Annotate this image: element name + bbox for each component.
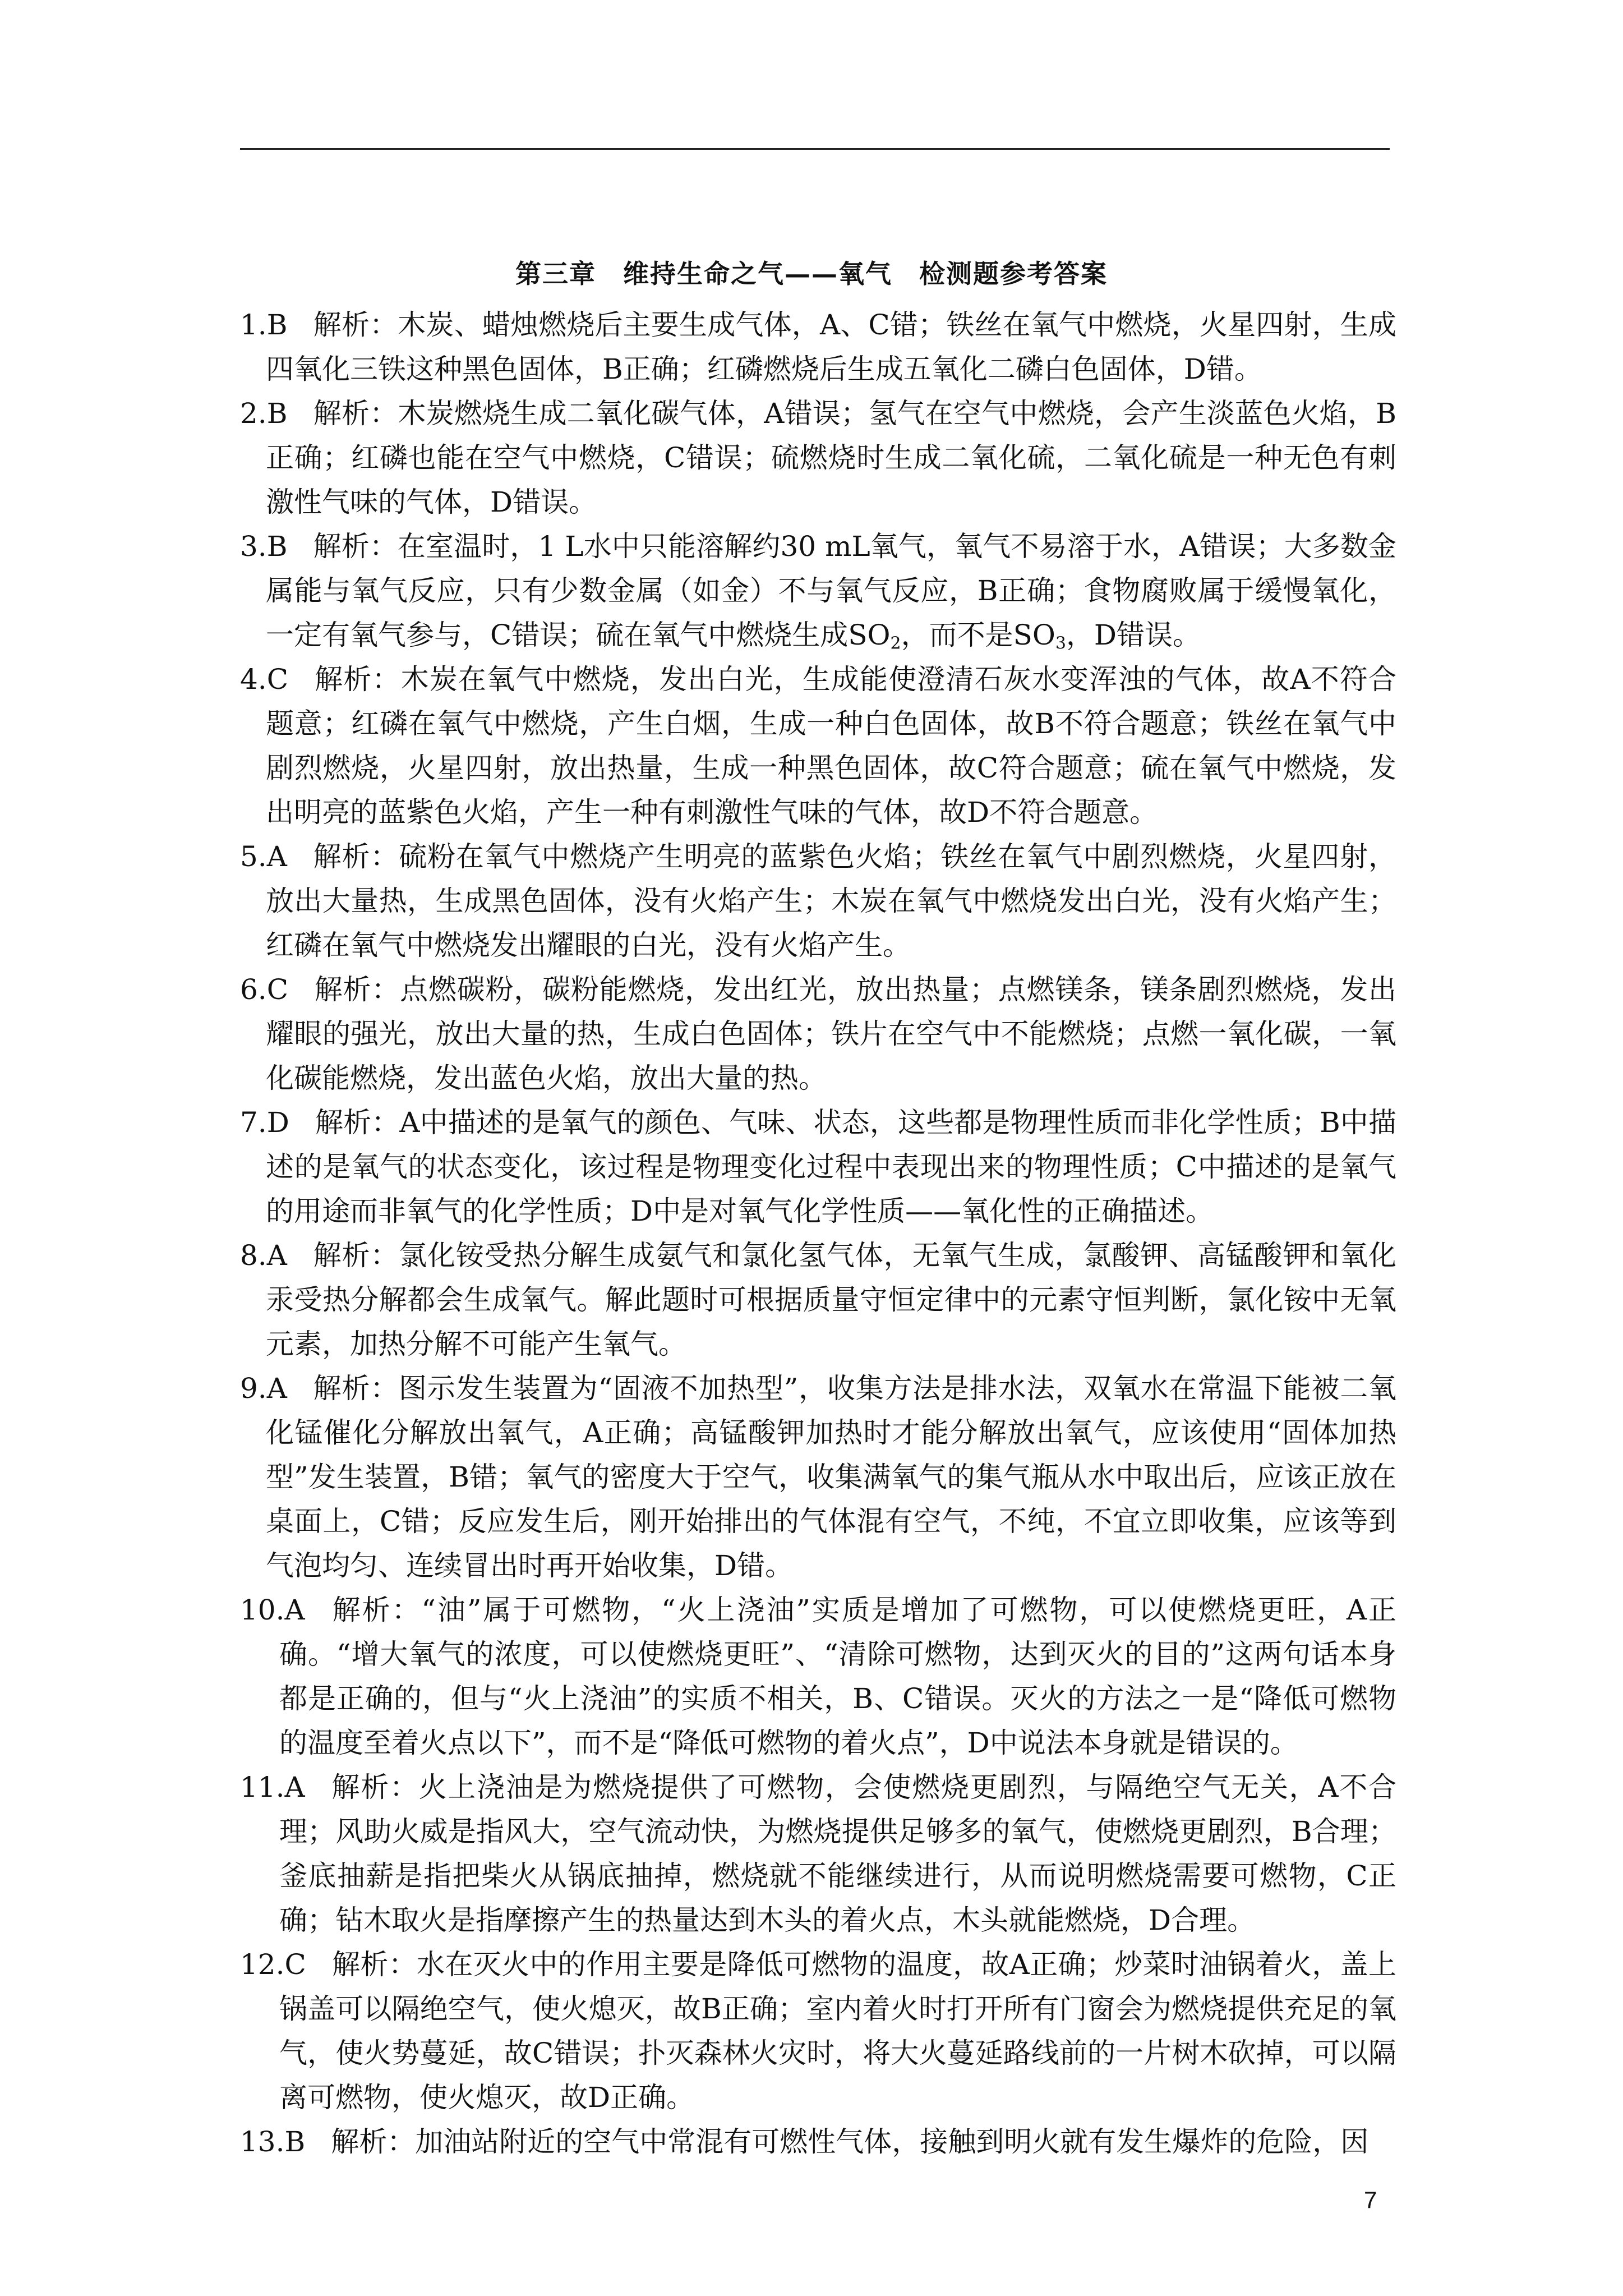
answer-text: 解析：A中描述的是氧气的颜色、气味、状态，这些都是物理性质而非化学性质；B中描述的是氧气的状态变化，该过程是物理变化过程中表现出来的物理性质；C中描述的是氧气的用途而非氧气的化学性质；D中是对氧气化学性质——氧化性的正确描述。 xyxy=(266,1106,1396,1227)
subscript: 2 xyxy=(890,633,901,654)
answer-item-1 xyxy=(240,303,1396,392)
answer-item-11 xyxy=(240,1765,1396,1943)
answer-text: 解析：点燃碳粉，碳粉能燃烧，发出红光，放出热量；点燃镁条，镁条剧烈燃烧，发出耀眼的强光，放出大量的热，生成白色固体；铁片在空气中不能燃烧；点燃一氧化碳，一氧化碳能燃烧，发出蓝色火焰，放出大量的热。 xyxy=(266,973,1396,1094)
page-title: 第三章 维持生命之气——氧气 检测题参考答案 xyxy=(515,259,1108,289)
answer-text: 解析：木炭、蜡烛燃烧后主要生成气体，A、C错；铁丝在氧气中燃烧，火星四射，生成四氧化三铁这种黑色固体，B正确；红磷燃烧后生成五氧化二磷白色固体，D错。 xyxy=(266,309,1396,385)
answer-item-12 xyxy=(240,1943,1396,2120)
answer-list xyxy=(240,303,1396,2164)
answer-number: 13.B xyxy=(240,2125,306,2158)
answer-item-9 xyxy=(240,1366,1396,1588)
answer-text: 解析：在室温时，1 L水中只能溶解约30 mL氧气，氧气不易溶于水，A错误；大多数金属能与氧气反应，只有少数金属（如金）不与氧气反应，B正确；食物腐败属于缓慢氧化，一定有氧气参与，C错误；硫在氧气中燃烧生成SO xyxy=(266,530,1396,651)
answer-text: 解析：火上浇油是为燃烧提供了可燃物，会使燃烧更剧烈，与隔绝空气无关，A不合理；风助火威是指风大，空气流动快，为燃烧提供足够多的氧气，使燃烧更剧烈，B合理；釜底抽薪是指把柴火从锅底抽掉，燃烧就不能继续进行，从而说明燃烧需要可燃物，C正确；钻木取火是指摩擦产生的热量达到木头的着火点，木头就能燃烧，D合理。 xyxy=(279,1771,1396,1936)
answer-item-2 xyxy=(240,392,1396,524)
answer-number: 4.C xyxy=(240,663,288,696)
subscript: 3 xyxy=(1055,633,1066,654)
answer-number: 12.C xyxy=(240,1948,306,1981)
header-rule xyxy=(240,148,1390,150)
answer-number: 6.C xyxy=(240,973,288,1006)
answer-number: 5.A xyxy=(240,840,287,873)
answer-text: ，D错误。 xyxy=(1066,619,1201,651)
answer-text: 解析：水在灭火中的作用主要是降低可燃物的温度，故A正确；炒菜时油锅着火，盖上锅盖可以隔绝空气，使火熄灭，故B正确；室内着火时打开所有门窗会为燃烧提供充足的氧气，使火势蔓延，故C错误；扑灭森林火灾时，将大火蔓延路线前的一片树木砍掉，可以隔离可燃物，使火熄灭，故D正确。 xyxy=(279,1948,1396,2114)
page-number: 7 xyxy=(1364,2187,1377,2213)
answer-number: 3.B xyxy=(240,530,288,563)
answer-text: 解析：图示发生装置为“固液不加热型”，收集方法是排水法，双氧水在常温下能被二氧化锰催化分解放出氧气，A正确；高锰酸钾加热时才能分解放出氧气，应该使用“固体加热型”发生装置，B错；氧气的密度大于空气，收集满氧气的集气瓶从水中取出后，应该正放在桌面上，C错；反应发生后，刚开始排出的气体混有空气，不纯，不宜立即收集，应该等到气泡均匀、连续冒出时再开始收集，D错。 xyxy=(266,1372,1396,1582)
answer-text: 解析：木炭在氧气中燃烧，发出白光，生成能使澄清石灰水变浑浊的气体，故A不符合题意；红磷在氧气中燃烧，产生白烟，生成一种白色固体，故B不符合题意；铁丝在氧气中剧烈燃烧，火星四射，放出热量，生成一种黑色固体，故C符合题意；硫在氧气中燃烧，发出明亮的蓝紫色火焰，产生一种有刺激性气味的气体，故D不符合题意。 xyxy=(266,663,1396,829)
answer-number: 8.A xyxy=(240,1239,287,1272)
answer-text: 解析：“油”属于可燃物，“火上浇油”实质是增加了可燃物，可以使燃烧更旺，A正确。“增大氧气的浓度，可以使燃烧更旺”、“清除可燃物，达到灭火的目的”这两句话本身都是正确的，但与“火上浇油”的实质不相关，B、C错误。灭火的方法之一是“降低可燃物的温度至着火点以下”，而不是“降低可燃物的着火点”，D中说法本身就是错误的。 xyxy=(279,1594,1396,1759)
answer-item-10 xyxy=(240,1588,1396,1765)
answer-number: 9.A xyxy=(240,1372,287,1405)
answer-text: 解析：加油站附近的空气中常混有可燃性气体，接触到明火就有发生爆炸的危险，因 xyxy=(331,2125,1369,2158)
answer-number: 2.B xyxy=(240,397,288,430)
answer-item-4 xyxy=(240,657,1396,835)
answer-item-8 xyxy=(240,1234,1396,1366)
answer-text: 解析：木炭燃烧生成二氧化碳气体，A错误；氢气在空气中燃烧，会产生淡蓝色火焰，B正确；红磷也能在空气中燃烧，C错误；硫燃烧时生成二氧化硫，二氧化硫是一种无色有刺激性气味的气体，D错误。 xyxy=(266,397,1396,518)
answer-number: 1.B xyxy=(240,309,288,341)
answer-item-5 xyxy=(240,835,1396,968)
answer-item-6 xyxy=(240,968,1396,1101)
answer-item-3 xyxy=(240,524,1396,657)
answer-item-7 xyxy=(240,1101,1396,1234)
answer-number: 7.D xyxy=(240,1106,289,1139)
answer-number: 11.A xyxy=(240,1771,305,1803)
answer-text: 解析：氯化铵受热分解生成氨气和氯化氢气体，无氧气生成，氯酸钾、高锰酸钾和氧化汞受热分解都会生成氧气。解此题时可根据质量守恒定律中的元素守恒判断，氯化铵中无氧元素，加热分解不可能产生氧气。 xyxy=(266,1239,1396,1360)
answer-item-13 xyxy=(240,2120,1396,2164)
answer-number: 10.A xyxy=(240,1594,305,1626)
answer-text: 解析：硫粉在氧气中燃烧产生明亮的蓝紫色火焰；铁丝在氧气中剧烈燃烧，火星四射，放出大量热，生成黑色固体，没有火焰产生；木炭在氧气中燃烧发出白光，没有火焰产生；红磷在氧气中燃烧发出耀眼的白光，没有火焰产生。 xyxy=(266,840,1396,961)
answer-text: ，而不是SO xyxy=(901,619,1055,651)
